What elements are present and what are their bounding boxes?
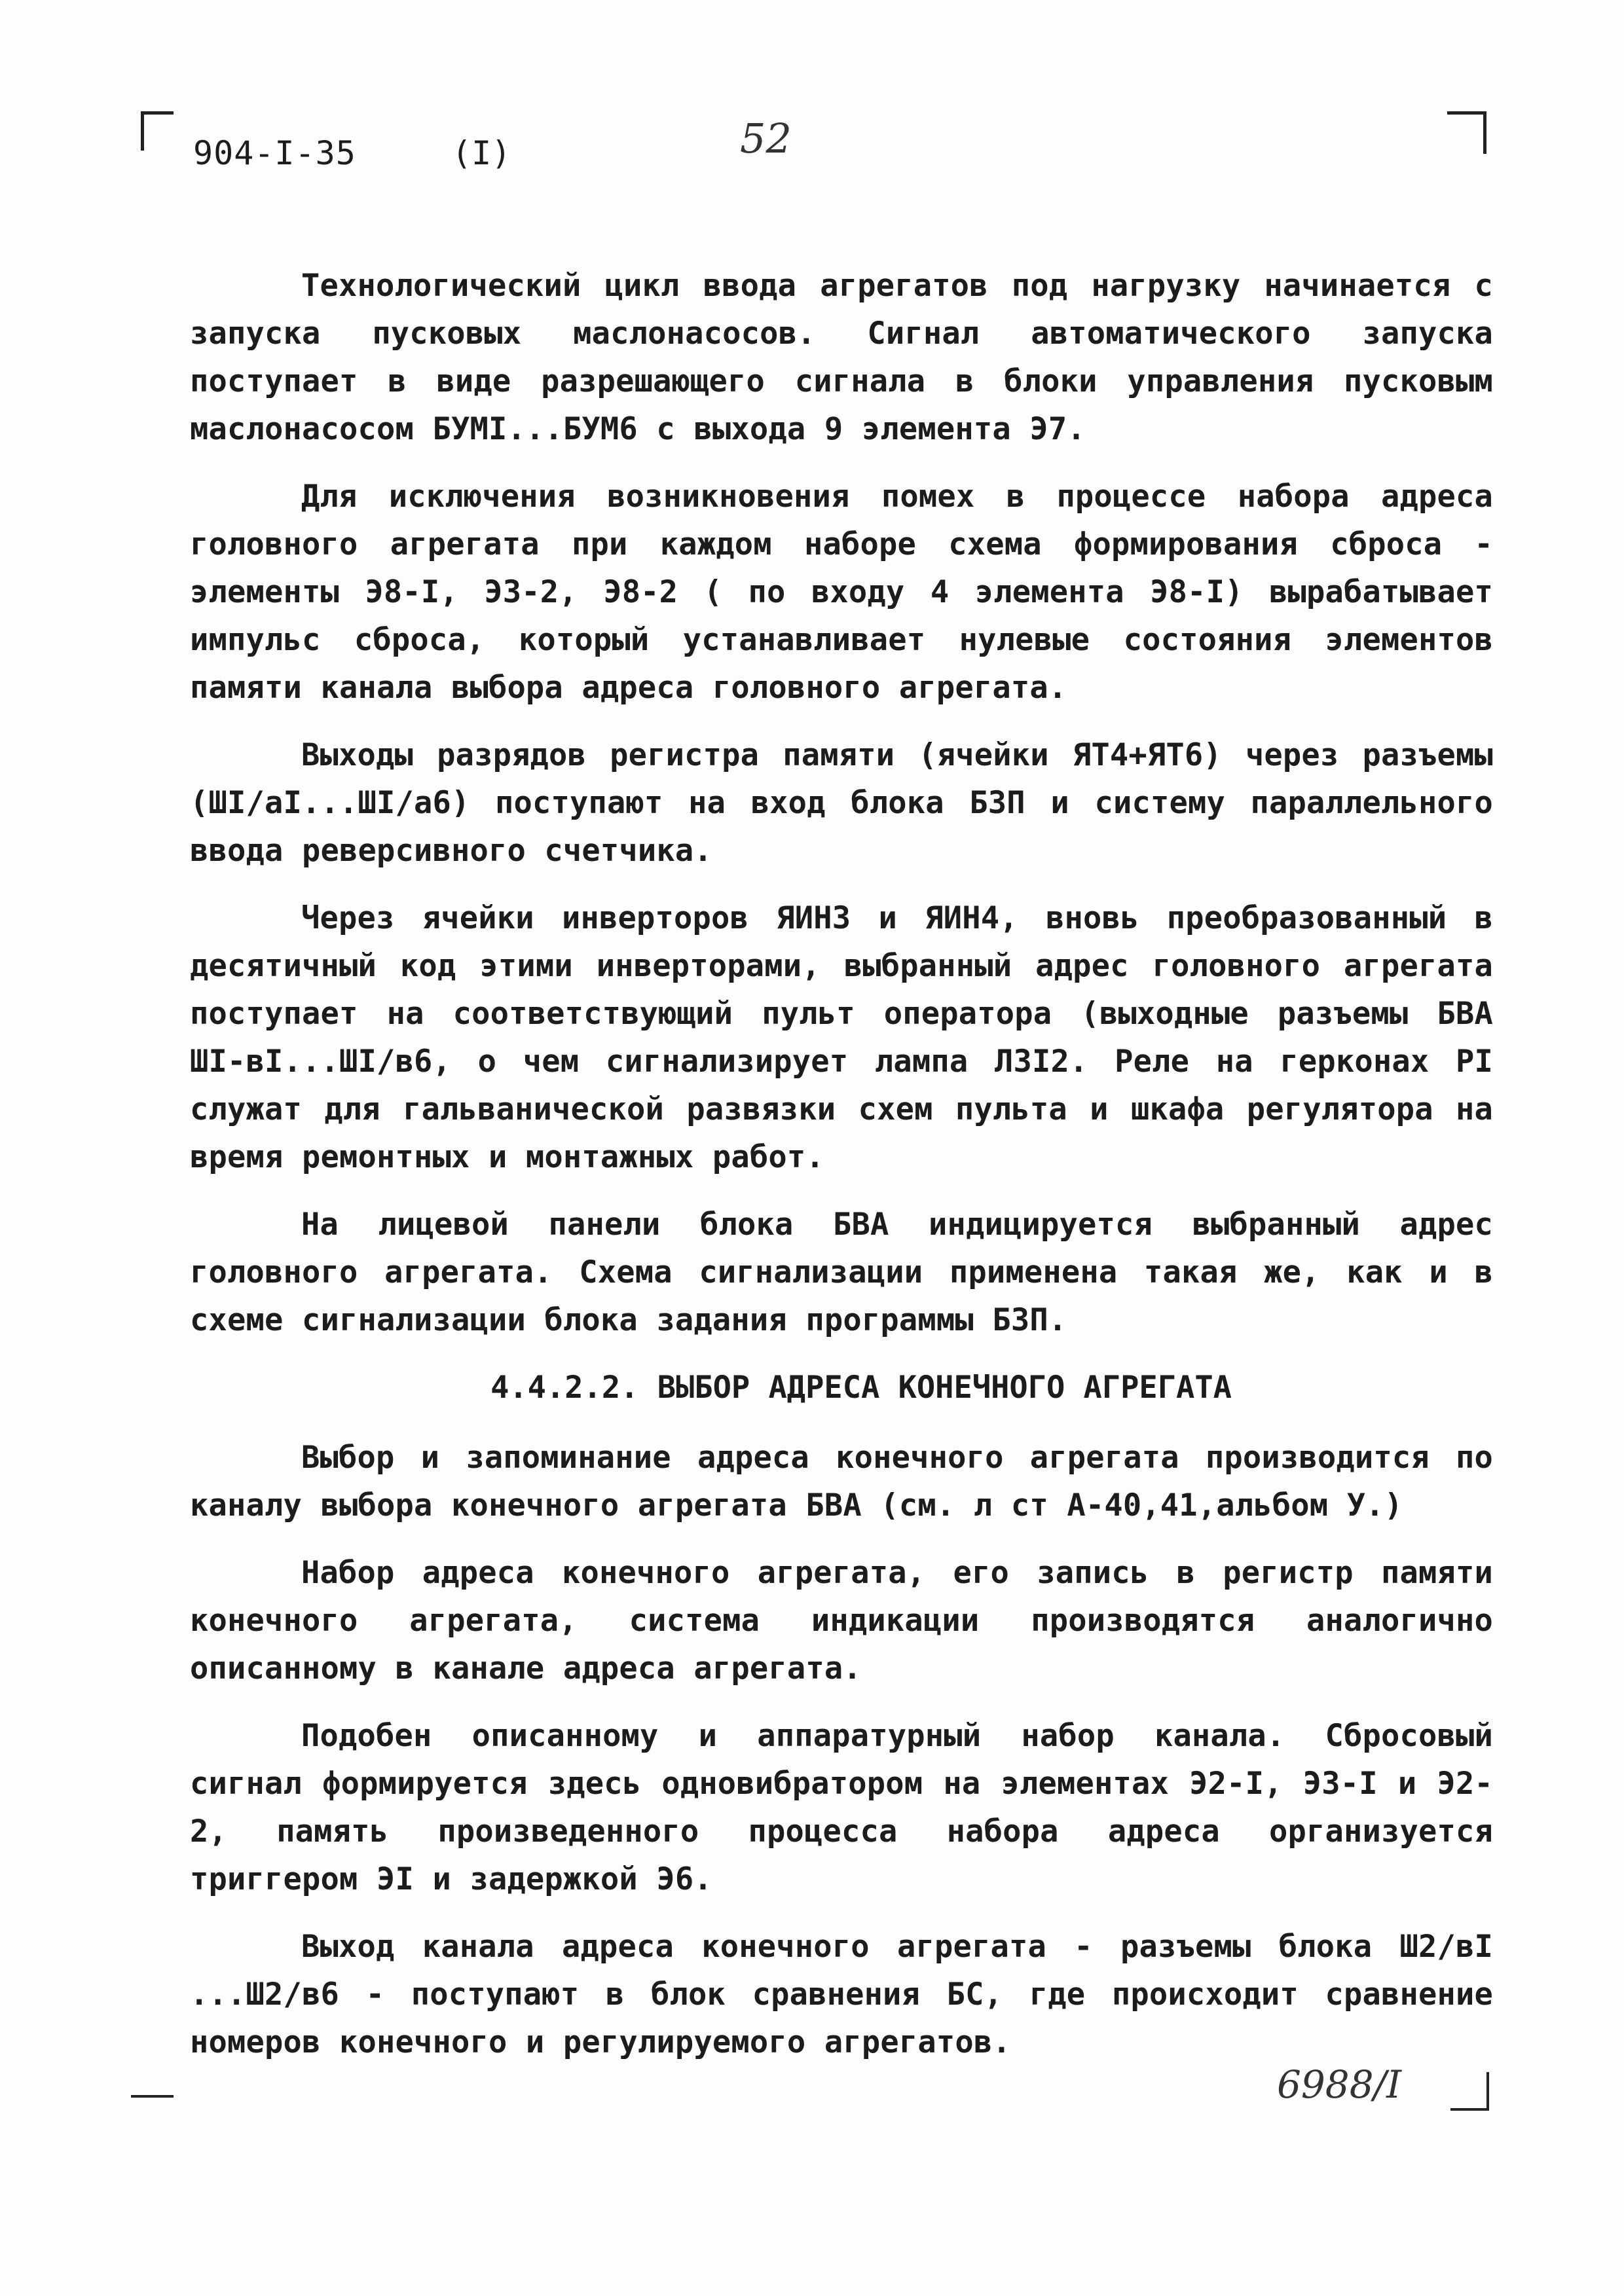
paragraph: Через ячейки инверторов ЯИН3 и ЯИН4, вновь преобразованный в десятичный код этими инверторами, выбранный адрес головного агрегата поступает на соответствующий пульт оператора (выходные разъемы БВА ШI-вI...ШI/в6, о чем сигнализирует лампа Л3I2. Реле на герконах PI служат для гальванической развязки схем пульта и шкафа регулятора на время ремонтных и монтажных работ. bbox=[190, 900, 1493, 1175]
section-heading: 4.4.2.2. ВЫБОР АДРЕСА КОНЕЧНОГО АГРЕГАТА bbox=[490, 1370, 1232, 1406]
section-paragraph: Выход канала адреса конечного агрегата - разъемы блока Ш2/вI ...Ш2/в6 - поступают в блок сравнения БС, где происходит сравнение номеров конечного и регулируемого агрегатов. bbox=[190, 1929, 1493, 2060]
section-paragraph: Выбор и запоминание адреса конечного агрегата производится по каналу выбора конечного агрегата БВА (см. л ст А-40,41,альбом У.) bbox=[190, 1440, 1493, 1523]
section-paragraph: Подобен описанному и аппаратурный набор канала. Сбросовый сигнал формируется здесь одновибратором на элементах Э2-I, Э3-I и Э2-2, память произведенного процесса набора адреса организуется триггером ЭI и задержкой Э6. bbox=[190, 1718, 1493, 1897]
paragraph: Выходы разрядов регистра памяти (ячейки ЯТ4+ЯТ6) через разъемы (ШI/аI...ШI/а6) поступают на вход блока БЗП и систему параллельного ввода реверсивного счетчика. bbox=[190, 737, 1493, 869]
paragraph: Для исключения возникновения помех в процессе набора адреса головного агрегата при каждом наборе схема формирования сброса - элементы Э8-I, Э3-2, Э8-2 ( по входу 4 элемента Э8-I) вырабатывает импульс сброса, который устанавливает нулевые состояния элементов памяти канала выбора адреса головного агрегата. bbox=[190, 479, 1493, 706]
paragraph: Технологический цикл ввода агрегатов под нагрузку начинается с запуска пусковых маслонасосов. Сигнал автоматического запуска поступает в виде разрешающего сигнала в блоки управления пусковым маслонасосом БУМI...БУМ6 с выхода 9 элемента Э7. bbox=[190, 268, 1493, 447]
section-paragraph: Набор адреса конечного агрегата, его запись в регистр памяти конечного агрегата, система индикации производятся аналогично описанному в канале адреса агрегата. bbox=[190, 1555, 1493, 1686]
paragraph: На лицевой панели блока БВА индицируется выбранный адрес головного агрегата. Схема сигнализации применена такая же, как и в схеме сигнализации блока задания программы БЗП. bbox=[190, 1207, 1493, 1338]
document-body bbox=[190, 262, 1493, 2086]
corner-mark-bottom-left bbox=[131, 2072, 174, 2098]
document-part: (I) bbox=[452, 134, 511, 172]
document-code: 904-I-35 bbox=[193, 134, 356, 172]
corner-mark-top-right bbox=[1447, 111, 1486, 154]
corner-mark-top-left bbox=[141, 111, 174, 151]
document-id: 6988/I bbox=[1277, 2062, 1402, 2107]
page-number: 52 bbox=[740, 115, 792, 162]
